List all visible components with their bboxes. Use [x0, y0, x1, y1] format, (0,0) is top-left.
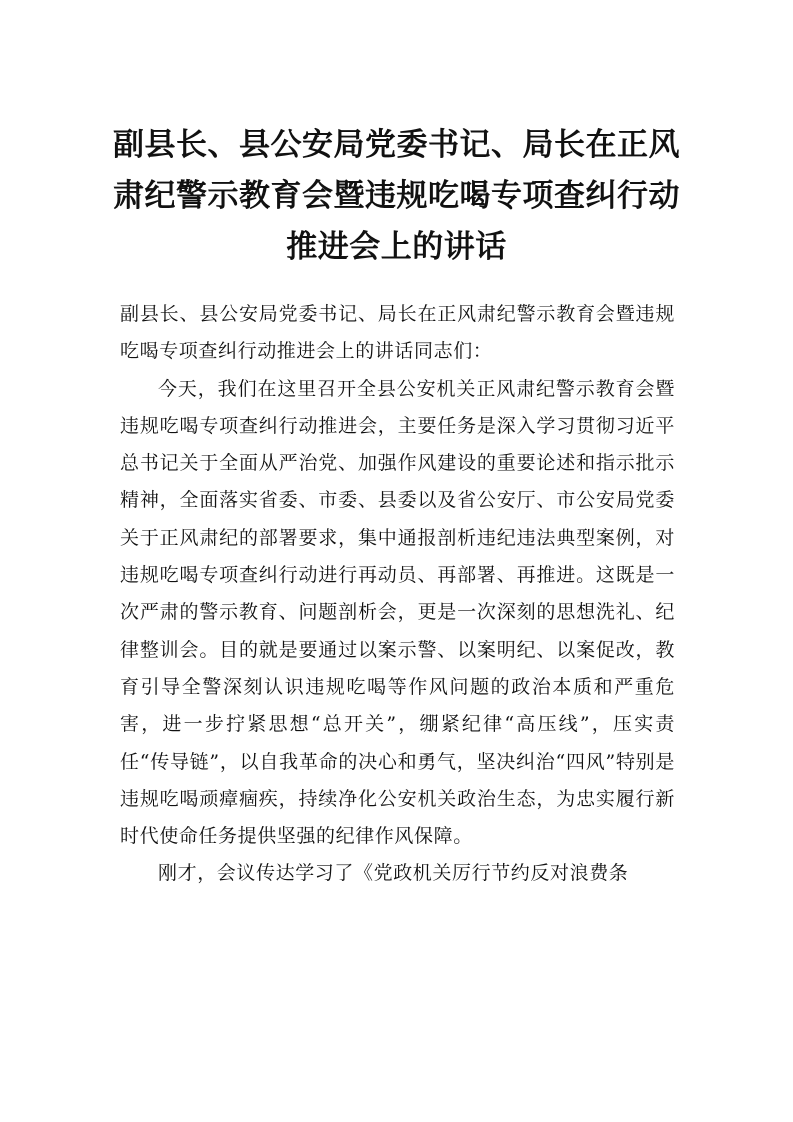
document-title: 副县长、县公安局党委书记、局长在正风肃纪警示教育会暨违规吃喝专项查纠行动推进会上的讲话	[113, 127, 680, 265]
document-body	[120, 296, 675, 893]
body-paragraph-2: 刚才，会议传达学习了《党政机关厉行节约反对浪费条	[158, 862, 629, 885]
opening-paragraph: 副县长、县公安局党委书记、局长在正风肃纪警示教育会暨违规吃喝专项查纠行动推进会上的讲话同志们：	[120, 303, 675, 363]
body-paragraph-1: 今天，我们在这里召开全县公安机关正风肃纪警示教育会暨违规吃喝专项查纠行动推进会，主要任务是深入学习贯彻习近平总书记关于全面从严治党、加强作风建设的重要论述和指示批示精神，全面落实省委、市委、县委以及省公安厅、市公安局党委关于正风肃纪的部署要求，集中通报剖析违纪违法典型案例，对违规吃喝专项查纠行动进行再动员、再部署、再推进。这既是一次严肃的警示教育、问题剖析会，更是一次深刻的思想洗礼、纪律整训会。目的就是要通过以案示警、以案明纪、以案促改，教育引导全警深刻认识违规吃喝等作风问题的政治本质和严重危害，进一步拧紧思想“总开关”，绷紧纪律“高压线”，压实责任“传导链”，以自我革命的决心和勇气，坚决纠治“四风”特别是违规吃喝顽瘴痼疾，持续净化公安机关政治生态，为忠实履行新时代使命任务提供坚强的纪律作风保障。	[120, 377, 675, 848]
